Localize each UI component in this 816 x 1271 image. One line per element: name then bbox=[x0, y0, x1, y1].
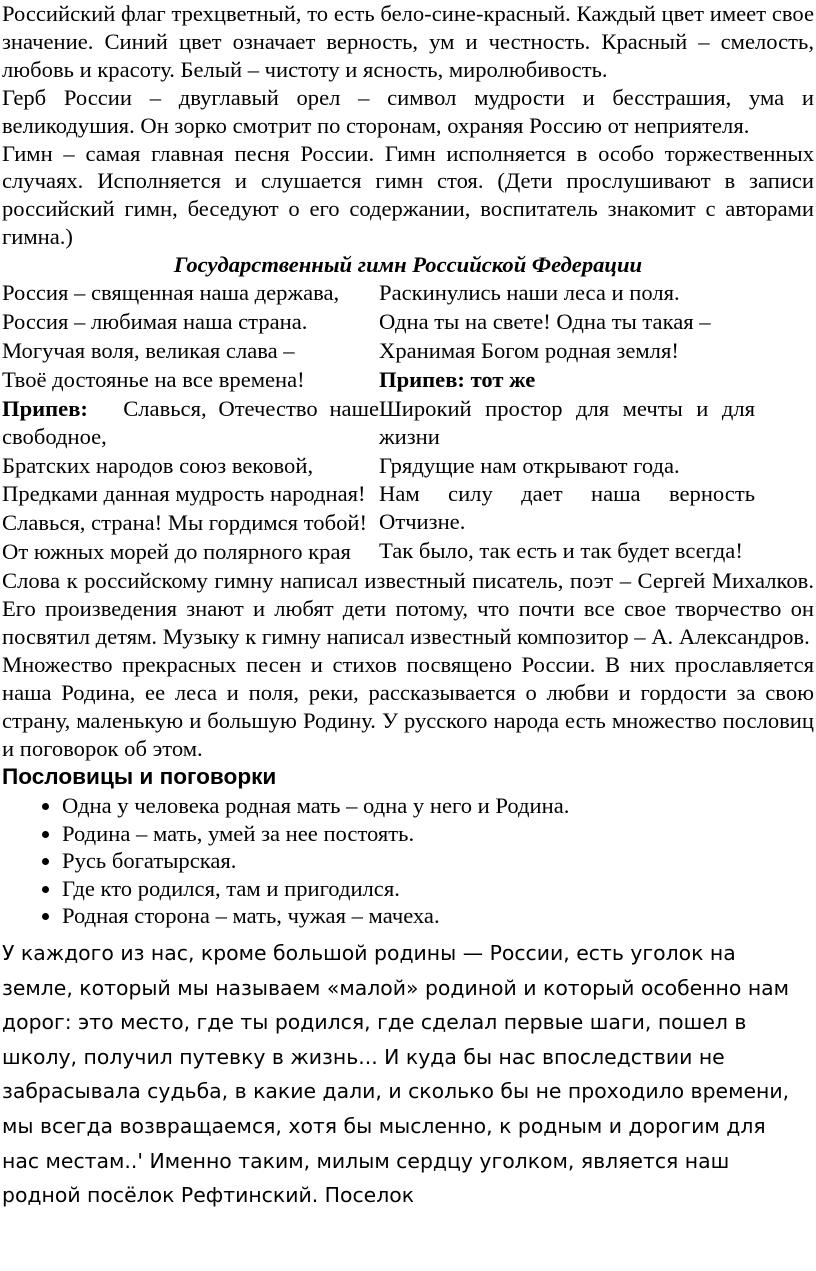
proverbs-list bbox=[2, 792, 814, 930]
anthem-line: Хранимая Богом родная земля! bbox=[379, 337, 679, 363]
anthem-line: Одна ты на свете! Одна ты такая – bbox=[379, 308, 711, 334]
anthem-intro-paragraph: Гимн – самая главная песня России. Гимн исполняется в особо торжественных случаях. Исполняется и слушается гимн стоя. (Дети прослушивают в записи российский гимн, беседуют о его содержании, воспитатель знакомит с авторами гимна.) bbox=[2, 140, 814, 250]
chorus-text: Славься, Отечество наше свободное, bbox=[2, 395, 379, 449]
anthem-chorus-line bbox=[2, 395, 379, 451]
list-item: • Русь богатырская. bbox=[62, 847, 814, 875]
proverbs-heading: Пословицы и поговорки bbox=[2, 764, 277, 790]
small-homeland-paragraph: У каждого из нас, кроме большой родины — России, есть уголок на земле, который мы называем «малой» родиной и который особенно нам дорог: это место, где ты родился, где сделал первые шаги, пошел в школу, получил путевку в жизнь... И куда бы нас впоследствии не забрасывала судьба, в какие дали, и сколько бы не проходило времени, мы всегда возвращаемся, хотя бы мысленно, к родным и дорогим для нас местам..' Именно таким, милым сердцу уголком, является наш родной посёлок Рефтинский. Поселок bbox=[2, 940, 790, 1208]
anthem-left-column bbox=[2, 279, 379, 567]
anthem-line: Россия – любимая наша страна. bbox=[2, 308, 308, 334]
coat-of-arms-paragraph: Герб России – двуглавый орел – символ мудрости и бесстрашия, ума и великодушия. Он зорко смотрит по сторонам, охраняя Россию от неприятеля. bbox=[2, 84, 814, 138]
anthem-lyrics bbox=[2, 279, 814, 567]
anthem-title: Государственный гимн Российской Федерации bbox=[173, 252, 643, 278]
anthem-line: Грядущие нам открывают года. bbox=[379, 452, 680, 478]
chorus-label: Припев: bbox=[2, 395, 88, 421]
anthem-line: Так было, так есть и так будет всегда! bbox=[379, 538, 743, 564]
list-item: • Где кто родился, там и пригодился. bbox=[62, 875, 814, 903]
anthem-line: Славься, страна! Мы гордимся тобой! bbox=[2, 510, 368, 536]
anthem-line: Братских народов союз вековой, bbox=[2, 452, 314, 478]
list-item: • Одна у человека родная мать – одна у него и Родина. bbox=[62, 792, 814, 820]
anthem-line: Могучая воля, великая слава – bbox=[2, 337, 295, 363]
authors-paragraph: Слова к российскому гимну написал известный писатель, поэт – Сергей Михалков. Его произведения знают и любят дети потому, что почти все свое творчество он посвятил детям. Музыку к гимну написал известный композитор – А. Александров. bbox=[2, 568, 814, 649]
anthem-line: Нам силу дает наша верность Отчизне. bbox=[379, 481, 755, 535]
anthem-line: Россия – священная наша держава, bbox=[2, 280, 340, 306]
flag-paragraph: Российский флаг трехцветный, то есть бело-сине-красный. Каждый цвет имеет свое значение. Синий цвет означает верность, ум и честность. Красный – смелость, любовь и красоту. Белый – чистоту и ясность, миролюбивость. bbox=[2, 1, 814, 82]
anthem-line: От южных морей до полярного края bbox=[2, 539, 351, 565]
list-item: • Родная сторона – мать, чужая – мачеха. bbox=[62, 902, 814, 930]
chorus-repeat-label: Припев: тот же bbox=[379, 366, 536, 392]
anthem-line: Широкий простор для мечты и для жизни bbox=[379, 395, 755, 449]
anthem-line: Твоё достоянье на все времена! bbox=[2, 366, 305, 392]
songs-paragraph: Множество прекрасных песен и стихов посвящено России. В них прославляется наша Родина, ее леса и поля, реки, рассказывается о любви и гордости за свою страну, маленькую и большую Родину. У русского народа есть множество пословиц и поговорок об этом. bbox=[2, 651, 814, 761]
anthem-line: Раскинулись наши леса и поля. bbox=[379, 280, 680, 306]
list-item: • Родина – мать, умей за нее постоять. bbox=[62, 820, 814, 848]
anthem-right-column bbox=[379, 279, 755, 567]
anthem-line: Предками данная мудрость народная! bbox=[2, 481, 366, 507]
